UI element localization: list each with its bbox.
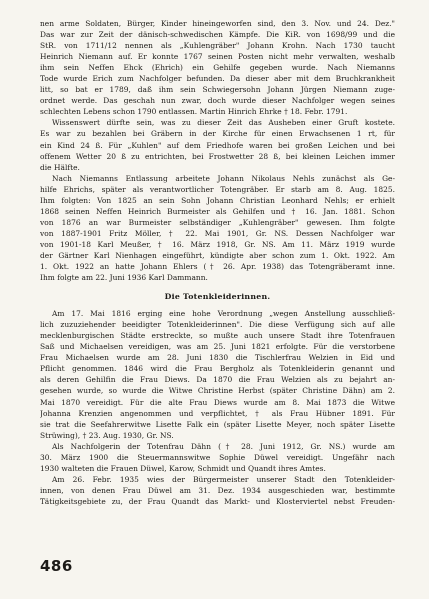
section-gravediggers (40, 18, 395, 283)
text-line: Pflicht genommen. 1846 wird die Frau Bergholz als Totenkleiderin genannt und (40, 364, 395, 374)
text-line: von 1887-1901 Fritz Möller, † 22. Mai 1901, Gr. NS. Dessen Nachfolger war (40, 228, 395, 238)
text-line: Ihm folgte am 22. Juni 1936 Karl Dammann. (40, 273, 208, 283)
text-line: Nach Niemanns Entlassung arbeitete Johann Nikolaus Nehls zunächst als Ge- (52, 173, 395, 183)
text-line: der Gärtner Karl Nienhagen eingeführt, kündigte aber schon zum 1. Okt. 1922. Am (40, 250, 395, 260)
text-line: 1. Okt. 1922 an hatte Johann Ehlers († 26. Apr. 1938) das Totengräberamt inne. (40, 262, 395, 272)
text-line: Tode wurde Erich zum Nachfolger befunden. Da dieser aber mit dem Bruchkrankheit (40, 74, 395, 84)
text-line: Das war zur Zeit der dänisch-schwedischen Kämpfe. Die KiR. von 1698/99 und die (40, 30, 395, 40)
text-line: schlechten Lebens schon 1790 entlassen. Martin Hinrich Ehrke † 18. Febr. 1791. (40, 107, 348, 117)
text-line: StR. von 1711/12 nennen als „Kuhlengräber" Johann Krohn. Nach 1730 taucht (40, 41, 395, 51)
text-line: Es war zu bezahlen bei Gräbern in der Kirche für einen Erwachsenen 1 rt, für (40, 129, 395, 139)
text-line: Am 26. Febr. 1935 wies der Bürgermeister unserer Stadt den Totenkleider- (52, 474, 395, 484)
text-line: Mai 1870 vereidigt. Für die alte Frau Diews wurde am 8. Mai 1873 die Witwe (40, 397, 395, 407)
text-line: Strüwing), † 23. Aug. 1930, Gr. NS. (40, 430, 174, 440)
text-line: offenem Wetter 20 ß zu entrichten, bei Frostwetter 28 ß, bei kleinen Leichen immer (40, 151, 395, 161)
text-line: Frau Michaelsen wurde am 28. Juni 1830 die Tischlerfrau Welzien in Eid und (40, 353, 395, 363)
text-line: nen arme Soldaten, Bürger, Kinder hineingeworfen sind, den 3. Nov. und 24. Dez." (40, 19, 395, 28)
text-line: die Hälfte. (40, 162, 80, 172)
text-line: Ihm folgten: Von 1825 an sein Sohn Johann Christian Leonhard Nehls; er erhielt (40, 195, 395, 205)
text-line: Saß und Michaelsen vereidigen, was am 25. Juni 1821 erfolgte. Für die verstorbene (40, 342, 395, 352)
text-line: Tätigkeitsgebiete zu, der Frau Quandt das Markt- und Klosterviertel nebst Freuden- (40, 496, 395, 506)
text-line: als deren Gehilfin die Frau Diews. Da 1870 die Frau Welzien als zu bejahrt an- (40, 375, 395, 385)
text-line: 1868 seinen Neffen Heinrich Burmeister als Gehilfen und † 16. Jan. 1881. Schon (40, 206, 395, 216)
text-line: von 1901-18 Karl Meußer, † 16. März 1918, Gr. NS. Am 11. März 1919 wurde (40, 239, 395, 249)
section-shroud-women (40, 308, 395, 507)
text-line: litt, so bat er 1789, daß ihm sein Schwiegersohn Johann Jürgen Niemann zuge- (40, 85, 395, 95)
text-line: hilfe Ehrichs, später als verantwortlicher Totengräber. Er starb am 8. Aug. 1825. (40, 184, 395, 194)
text-line: Wissenswert dürfte sein, was zu dieser Zeit das Ausheben einer Gruft kostete. (52, 118, 395, 128)
text-line: innen, von denen Frau Düwel am 31. Dez. 1934 ausgeschieden war, bestimmte (40, 485, 395, 495)
text-line: gesehen wurde, so wurde die Witwe Christine Herbst (später Christine Dähn) am 2. (40, 386, 395, 396)
text-line: 1930 walteten die Frauen Düwel, Karow, Schmidt und Quandt ihres Amtes. (40, 463, 326, 473)
text-line: ein Kind 24 ß. Für „Kuhlen" auf dem Friedhofe waren bei großen Leichen und bei (40, 140, 395, 150)
text-line: 30. März 1900 die Steuermannswitwe Sophie Düwel vereidigt. Ungefähr nach (40, 452, 395, 462)
text-line: Heinrich Niemann auf. Er konnte 1767 seinen Posten nicht mehr verwalten, weshalb (40, 52, 395, 62)
page-number: 486 (40, 557, 73, 575)
section-heading: Die Totenkleiderinnen. (164, 292, 271, 302)
text-line: lich zuzuziehender beeidigter Totenkleiderinnen". Die diese Verfügung sich auf alle (40, 320, 395, 330)
text-line: ihm sein Neffen Ehck (Ehrich) ein Gehilfe gegeben wurde. Nach Niemanns (40, 63, 395, 73)
text-line: Johanna Krenzien angenommen und verpflichtet, † als Frau Hübner 1891. Für (40, 408, 395, 418)
text-line: ordnet werde. Das geschah nun zwar, doch wurde dieser Nachfolger wegen seines (40, 96, 395, 106)
text-line: sie trat die Seefahrerwitwe Lisette Falk ein (später Lisette Meyer, noch später Lisette (40, 419, 395, 429)
text-line: mecklenburgischen Städte erstreckte, so mußte auch unsere Stadt ihre Totenfrauen (40, 331, 395, 341)
text-line: Am 17. Mai 1816 erging eine hohe Verordnung „wegen Anstellung ausschließ- (52, 309, 395, 319)
text-line: von 1876 an war Burmeister selbständiger „Kuhlengräber" gewesen. Ihm folgte (40, 217, 395, 227)
text-line: Als Nachfolgerin der Totenfrau Dähn († 28. Juni 1912, Gr. NS.) wurde am (52, 441, 395, 451)
